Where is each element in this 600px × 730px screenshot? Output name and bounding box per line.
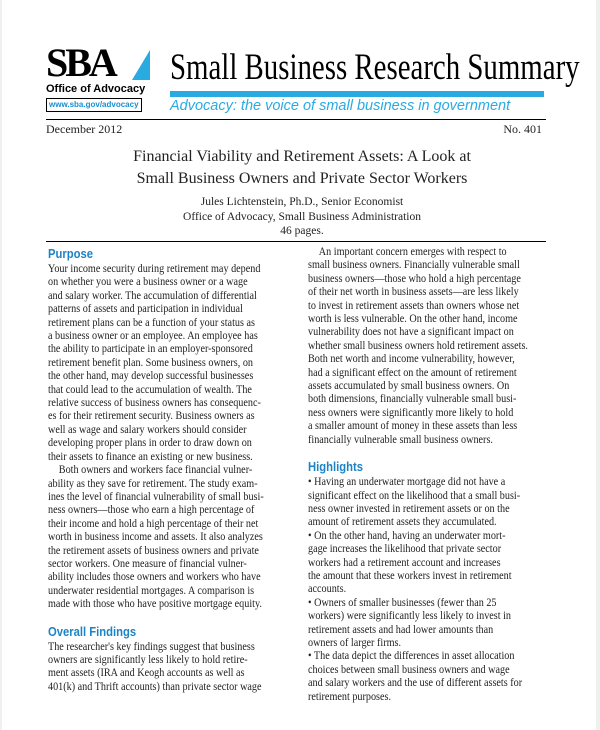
text-line: had a significant effect on the amount of retirement bbox=[308, 366, 517, 379]
text-line: worth is less vulnerable. On the other hand, income bbox=[308, 313, 518, 326]
title-line: Financial Viability and Retirement Assets: A Look at bbox=[133, 148, 471, 165]
text-line: retirement benefit plan. Some business owners, on bbox=[48, 356, 254, 369]
text-line: • Owners of smaller businesses (fewer than 25 bbox=[308, 596, 497, 609]
text-line: ness owner invested in retirement assets or on the bbox=[308, 502, 510, 515]
text-line: ness owners—those who earn a high percentage of bbox=[48, 504, 255, 517]
purpose-paragraph-2 bbox=[48, 464, 269, 611]
sba-logo-text: SBA bbox=[46, 40, 115, 85]
text-line: workers had a retirement account and increases bbox=[308, 556, 501, 569]
text-line: ness owners were significantly more likely to hold bbox=[308, 406, 514, 419]
text-line: whether small business owners hold retirement assets. bbox=[308, 339, 528, 352]
text-line: both dimensions, financially vulnerable small busi- bbox=[308, 393, 517, 406]
text-line: the amount that these workers invest in retirement bbox=[308, 569, 512, 582]
text-line: • On the other hand, having an underwater mort- bbox=[308, 529, 506, 542]
text-line: Both net worth and income vulnerability, however, bbox=[308, 353, 515, 366]
sba-logo bbox=[46, 40, 152, 112]
author-block bbox=[2, 195, 600, 239]
text-line: • The data depict the differences in asset allocation bbox=[308, 650, 515, 663]
highlights-heading: Highlights bbox=[308, 460, 363, 475]
highlights-list bbox=[308, 476, 538, 704]
text-line: assets accumulated by small business owners. On bbox=[308, 380, 510, 393]
tagline: Advocacy: the voice of small business in government bbox=[170, 98, 511, 114]
text-line: es for their retirement security. Business owners as bbox=[48, 410, 255, 423]
text-line: patterns of assets and participation in individual bbox=[48, 303, 243, 316]
logo-triangle-icon bbox=[132, 50, 150, 80]
purpose-heading: Purpose bbox=[48, 247, 94, 261]
author-name: Jules Lichtenstein, Ph.D., Senior Economist bbox=[200, 196, 404, 208]
text-line: to invest in retirement assets than owners whose net bbox=[308, 299, 520, 312]
title-line: Small Business Owners and Private Sector Workers bbox=[136, 170, 468, 187]
text-line: retirement assets and had lower amounts than bbox=[308, 623, 494, 636]
text-line: accounts. bbox=[308, 583, 347, 596]
text-line: a smaller amount of money in these assets than less bbox=[308, 420, 518, 433]
findings-heading: Overall Findings bbox=[48, 624, 137, 639]
section-gap bbox=[308, 447, 538, 459]
text-line: vulnerability does not have a significant impact on bbox=[308, 326, 514, 339]
text-line: worth in business income and assets. It also analyzes bbox=[48, 531, 263, 544]
text-line: choices between small business owners and wage bbox=[308, 663, 510, 676]
text-line: Both owners and workers face financial vulner- bbox=[58, 464, 253, 477]
text-line: the other hand, may develop successful businesses bbox=[48, 370, 254, 383]
text-line: owners are significantly less likely to hold retire- bbox=[48, 653, 248, 666]
text-line: amount of retirement assets they accumulated. bbox=[308, 516, 497, 529]
intro-paragraph bbox=[308, 246, 538, 447]
text-line: their income and hold a high percentage of their net bbox=[48, 517, 259, 530]
text-line: business owners—those who hold a high percentage bbox=[308, 272, 521, 285]
text-line: ment assets (IRA and Keogh accounts as well as bbox=[48, 667, 245, 680]
text-line: a business owner or an employee. An employee has bbox=[48, 330, 258, 343]
text-line: An important concern emerges with respect to bbox=[318, 246, 507, 258]
text-line: and salary worker. The accumulation of differential bbox=[48, 289, 257, 302]
text-line: their assets to finance an existing or new business. bbox=[48, 450, 253, 463]
text-line: on whether you were a business owner or a wage bbox=[48, 276, 248, 289]
text-line: financially vulnerable small business owners. bbox=[308, 433, 493, 446]
findings-paragraph bbox=[48, 641, 269, 695]
issue-number: No. 401 bbox=[503, 122, 542, 136]
text-line: workers) were significantly less likely to invest in bbox=[308, 610, 512, 623]
right-column bbox=[308, 246, 538, 704]
page-count: 46 pages. bbox=[280, 225, 324, 237]
text-line: significant effect on the likelihood that a small busi- bbox=[308, 489, 521, 502]
advocacy-url[interactable]: www.sba.gov/advocacy bbox=[46, 98, 142, 112]
text-line: Your income security during retirement may depend bbox=[48, 263, 261, 275]
text-line: sector workers. One measure of financial vulner- bbox=[48, 557, 247, 570]
text-line: retirement purposes. bbox=[308, 690, 392, 703]
text-line: developing proper plans in order to draw down on bbox=[48, 437, 252, 450]
text-line: gage increases the likelihood that private sector bbox=[308, 543, 502, 556]
purpose-paragraph bbox=[48, 263, 269, 464]
masthead-bar bbox=[170, 91, 544, 97]
text-line: and salary workers and the use of different assets for bbox=[308, 677, 523, 690]
text-line: made with those who have positive mortgage equity. bbox=[48, 598, 262, 611]
text-line: the ability to participate in an employer-sponsored bbox=[48, 343, 253, 356]
document-page bbox=[2, 0, 596, 730]
text-line: owners of larger firms. bbox=[308, 636, 401, 649]
text-line: small business owners. Financially vulnerable small bbox=[308, 259, 520, 272]
header-rule bbox=[46, 119, 546, 120]
text-line: • Having an underwater mortgage did not have a bbox=[308, 476, 506, 489]
text-line: relative success of business owners has consequenc- bbox=[48, 397, 261, 410]
text-line: of their net worth in business assets—are less likely bbox=[308, 286, 519, 299]
text-line: the retirement assets of business owners and private bbox=[48, 544, 259, 557]
author-affiliation: Office of Advocacy, Small Business Administration bbox=[183, 210, 421, 223]
text-line: retirement plans can be a function of your status as bbox=[48, 316, 255, 329]
office-name: Office of Advocacy bbox=[46, 83, 146, 95]
text-line: ability includes those owners and workers who have bbox=[48, 571, 261, 584]
text-line: ability as they save for retirement. The study exam- bbox=[48, 477, 258, 490]
body-rule bbox=[46, 241, 546, 242]
text-line: that could lead to the accumulation of wealth. The bbox=[48, 383, 252, 396]
text-line: 401(k) and Thrift accounts) than private sector wage bbox=[48, 680, 262, 693]
masthead-title: Small Business Research Summary bbox=[170, 47, 580, 88]
text-line: underwater residential mortgages. A comparison is bbox=[48, 584, 255, 597]
left-column bbox=[48, 246, 269, 694]
section-gap bbox=[48, 612, 269, 624]
issue-date: December 2012 bbox=[46, 122, 123, 136]
document-title bbox=[2, 146, 600, 190]
text-line: well as wage and salary workers should consider bbox=[48, 423, 247, 436]
text-line: The researcher's key findings suggest that business bbox=[48, 640, 255, 653]
text-line: ines the level of financial vulnerability of small busi- bbox=[48, 490, 264, 503]
